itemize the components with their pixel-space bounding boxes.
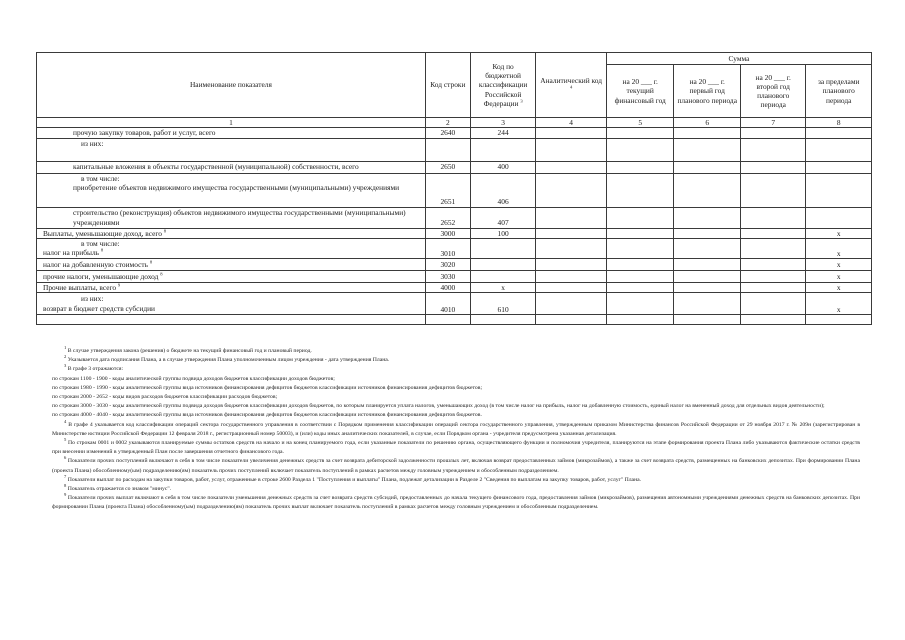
row-x: x — [806, 258, 872, 270]
row-code: 3030 — [425, 270, 470, 282]
row-bk: 610 — [470, 293, 535, 315]
table-row — [37, 161, 872, 173]
table-row — [37, 207, 872, 228]
colnum: 1 — [37, 118, 426, 128]
row-code: 4000 — [425, 282, 470, 292]
footnote: $^6$ Показатели прочих поступлений включают в себя в том числе показатели увеличения денежных средств за счет возврата дебиторской задолженности прошлых лет, включая возврат предоставленных займов (микрозаймов), а также за счет возврата средств, размещенных на банковских депозитах. При формировании Плана (проекта Плана) обособленному(ым) подразделению(ям) показатель прочих поступлений включает показатель поступлений в рамках расчетов между головным учреждением и обособленным подразделением. — [52, 455, 860, 474]
footnote: $^7$ Показатели выплат по расходам на закупки товаров, работ, услуг, отраженные в строке 2600 Раздела 1 "Поступления и выплаты" Плана, подлежат детализации в Разделе 2 "Сведения по выплатам на закупку товаров, работ, услуг" Плана. — [64, 473, 642, 483]
row-code: 2651 — [425, 173, 470, 207]
row-bk: 406 — [470, 173, 535, 207]
row-bk: 100 — [470, 228, 535, 238]
row-name: строительство (реконструкция) объектов недвижимого имущества государственными (муниципальными) учреждениями — [37, 207, 426, 228]
header-year-first: на 20 ___ г. первый год планового периода — [674, 65, 741, 118]
footnote-line: по строкам 1100 - 1900 - коды аналитической группы подвида доходов бюджетов классификации доходов бюджетов; — [52, 375, 335, 382]
colnum: 8 — [806, 118, 872, 128]
row-bk — [470, 238, 535, 258]
row-x: x — [806, 270, 872, 282]
row-bk: 407 — [470, 207, 535, 228]
header-year-current: на 20 ___ г. текущий финансовый год — [606, 65, 674, 118]
row-x: x — [806, 282, 872, 292]
footnote: $^4$ В графе 4 указывается код классификации операций сектора государственного управления в соответствии с Порядком применения классификации операций сектора государственного управления, утвержденным приказом Министерства финансов Российской Федерации от 29 ноября 2017 г. № 209н (зарегистрирован в Министерстве юстиции Российской Федерации 12 февраля 2018 г., регистрационный номер 50003), и (или) коды иных аналитических показателей, в случае, если Порядком органа - учредителя предусмотрена указанная детализация. — [52, 418, 861, 437]
row-subheading: в том числе: — [81, 239, 120, 248]
table-row — [37, 293, 872, 315]
table-row — [37, 258, 872, 270]
row-code: 3010 — [425, 238, 470, 258]
footnote-line: по строкам 3000 - 3030 - коды аналитической группы подвида доходов бюджетов классификации доходов бюджетов, по которым планируется уплата налогов, уменьшающих доход (в том числе налог на прибыль, налог на добавленную стоимость, единый налог на вмененный доход для отдельных видов деятельности); — [52, 403, 825, 410]
header-name: Наименование показателя — [37, 53, 426, 118]
table-row-bold — [37, 282, 872, 292]
row-code: 2650 — [425, 161, 470, 173]
row-x: x — [806, 228, 872, 238]
row-name-group — [37, 293, 426, 315]
plan-table — [36, 52, 872, 325]
table-row — [37, 138, 872, 161]
footnote: $^1$ В случае утверждения закона (решения) о бюджете на текущий финансовый год и плановый период. — [64, 345, 312, 354]
row-name: капитальные вложения в объекты государственной (муниципальной) собственности, всего — [37, 161, 426, 173]
header-beyond: за пределами планового периода — [806, 65, 872, 118]
colnum: 5 — [606, 118, 674, 128]
footnote: $^3$ В графе 3 отражаются: — [64, 363, 124, 373]
footnote: $^5$ По строкам 0001 и 0002 указываются планируемые суммы остатков средств на начало и на конец планируемого года, если указанные показатели по решению органа, осуществляющего функции и полномочия учредителя, планируются на этапе формирования проекта Плана либо указываются фактические остатки средств при внесении изменений в утвержденный План после завершения отчетного финансового года. — [52, 437, 860, 456]
table-row — [37, 173, 872, 207]
table-row — [37, 128, 872, 138]
row-name: Прочие выплаты, всего $^9$ — [37, 282, 426, 292]
header-sum: Сумма — [606, 53, 871, 65]
row-name-group — [37, 238, 426, 258]
row-code: 2652 — [425, 207, 470, 228]
footnote-line: по строкам 4000 - 4040 - коды аналитической группы вида источников финансирования дефицитов бюджетов классификации источников финансирования дефицитов бюджетов. — [52, 412, 482, 419]
footnotes — [52, 347, 860, 513]
row-code: 4010 — [425, 293, 470, 315]
row-code — [425, 138, 470, 161]
row-x — [806, 161, 872, 173]
row-subheading: в том числе: — [81, 173, 120, 183]
row-bk — [470, 258, 535, 270]
column-numbers-row — [37, 118, 872, 128]
footnote-line: по строкам 2000 - 2652 - коды видов расходов бюджетов классификации расходов бюджетов; — [52, 394, 278, 401]
row-subheading: из них: — [81, 294, 104, 304]
table-row — [37, 238, 872, 258]
row-name: из них: — [37, 138, 426, 161]
row-name: налог на прибыль $^8$ — [43, 247, 104, 258]
header-code-row: Код строки — [425, 53, 470, 118]
footnote-line: по строкам 1980 - 1990 - коды аналитической группы вида источников финансирования дефицитов бюджетов классификации источников финансирования дефицитов бюджетов; — [52, 384, 483, 391]
row-code: 2640 — [425, 128, 470, 138]
row-x — [806, 173, 872, 207]
colnum: 6 — [674, 118, 741, 128]
row-bk — [470, 270, 535, 282]
row-bk — [470, 138, 535, 161]
header-budget-code: Код по бюджетной классификации Российской Федерации $^3$ — [470, 53, 535, 118]
row-x: x — [806, 238, 872, 258]
colnum: 7 — [740, 118, 805, 128]
table-row — [37, 270, 872, 282]
row-name-group — [37, 173, 426, 207]
row-name: Выплаты, уменьшающие доход, всего $^8$ — [37, 228, 426, 238]
table-row-empty — [37, 315, 872, 325]
row-name: приобретение объектов недвижимого имущества государственными (муниципальными) учреждениями — [73, 182, 400, 192]
row-x: x — [806, 293, 872, 315]
footnote: $^9$ Показатели прочих выплат включают в себя в том числе показатели уменьшения денежных средств за счет возврата средств субсидий, предоставленных до начала текущего финансового года, предоставления займов (микрозаймов), размещения автономными учреждениями денежных средств на банковских депозитах. При формировании Плана (проекта Плана) обособленному(ым) подразделению(ям) показатель прочих выплат включает показатель поступлений в рамках расчетов между головным учреждением и обособленным подразделением. — [52, 492, 860, 511]
row-name: возврат в бюджет средств субсидии — [43, 303, 155, 313]
header-row-1 — [37, 53, 872, 65]
footnote: $^8$ Показатель отражается со знаком "минус". — [64, 483, 172, 493]
row-code: 3020 — [425, 258, 470, 270]
row-x — [806, 128, 872, 138]
footnote: $^2$ Указывается дата подписания Плана, а в случае утверждения Плана уполномоченным лицом учреждения - дата утверждения Плана. — [64, 354, 390, 364]
row-name: прочие налоги, уменьшающие доход $^8$ — [37, 270, 426, 282]
table-row-bold — [37, 228, 872, 238]
row-code: 3000 — [425, 228, 470, 238]
header-year-second: на 20 ___ г. второй год планового периода — [740, 65, 805, 118]
row-bk: 400 — [470, 161, 535, 173]
colnum: 3 — [470, 118, 535, 128]
row-bk: 244 — [470, 128, 535, 138]
row-x — [806, 207, 872, 228]
row-bk: x — [470, 282, 535, 292]
row-name: прочую закупку товаров, работ и услуг, всего — [37, 128, 426, 138]
row-x — [806, 138, 872, 161]
colnum: 2 — [425, 118, 470, 128]
row-name: налог на добавленную стоимость $^8$ — [37, 258, 426, 270]
colnum: 4 — [536, 118, 607, 128]
header-analytic-code: Аналитический код $^4$ — [536, 53, 607, 118]
